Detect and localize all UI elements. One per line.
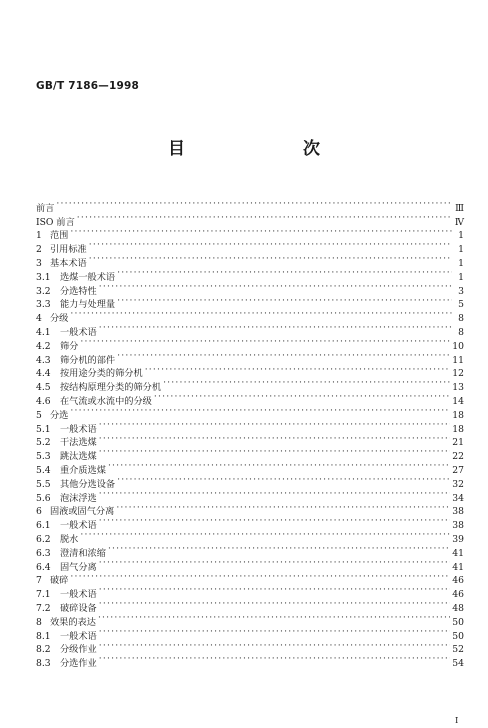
toc-entry-number: 6.1: [36, 520, 51, 532]
toc-entry-page: 46: [452, 589, 464, 601]
toc-entry-page: 50: [452, 630, 464, 642]
toc-entry-title: 一般术语: [60, 326, 97, 338]
dot-leader: [145, 363, 451, 377]
toc-entry-page: 21: [452, 437, 464, 449]
toc-entry-number: 5: [36, 409, 42, 421]
toc-entry-title: 固液或固气分离: [50, 506, 115, 518]
toc-entry-number: 4.1: [36, 326, 51, 338]
toc-entry-number: 4.2: [36, 340, 51, 352]
toc-entry-title: 破碎: [50, 575, 69, 587]
toc-entry-number: 5.6: [36, 492, 51, 504]
toc-entry-title: 脱水: [60, 533, 79, 545]
page-number: Ⅰ: [455, 716, 459, 726]
toc-entry-title: 澄清和浓缩: [60, 547, 106, 559]
dot-leader: [99, 445, 451, 459]
toc-entry-title: 筛分: [60, 340, 79, 352]
toc-entry[interactable]: [36, 225, 464, 242]
toc-entry-title: 效果的表达: [50, 616, 96, 628]
dot-leader: [99, 321, 452, 335]
toc-entry-title: 选煤一般术语: [60, 271, 116, 283]
toc-entry-page: 50: [452, 616, 464, 628]
toc-entry[interactable]: [36, 514, 464, 532]
toc-entry-title: 一般术语: [60, 589, 97, 601]
dot-leader: [117, 349, 450, 363]
toc-entry-title: 筛分机的部件: [60, 354, 116, 366]
toc-entry-number: 6.4: [36, 561, 51, 573]
toc-entry-title: 分选作业: [60, 658, 97, 670]
toc-entry-page: 18: [452, 409, 464, 421]
toc-entry[interactable]: [36, 335, 464, 352]
toc-entry[interactable]: [36, 597, 464, 614]
toc-entry[interactable]: [36, 528, 464, 545]
toc-entry-title: ISO 前言: [36, 216, 75, 228]
dot-leader: [108, 459, 450, 473]
standard-code: GB/T 7186—1998: [36, 80, 140, 92]
dot-leader: [99, 514, 451, 528]
toc-entry-page: 38: [452, 520, 464, 532]
toc-entry-title: 按结构原理分类的筛分机: [60, 382, 162, 394]
toc-entry-number: 8.3: [36, 658, 51, 670]
toc-entry[interactable]: [36, 418, 464, 435]
toc-entry-title: 泡沫浮选: [60, 492, 97, 504]
toc-entry-page: 1: [458, 257, 464, 269]
toc-entry[interactable]: [36, 432, 464, 449]
toc-entry-page: 41: [452, 547, 464, 559]
toc-entry[interactable]: [36, 238, 464, 256]
toc-entry-number: 4.3: [36, 354, 51, 366]
toc-entry[interactable]: [36, 611, 464, 628]
toc-entry-page: 52: [452, 644, 464, 656]
dot-leader: [116, 501, 450, 515]
toc-entry-page: Ⅳ: [454, 216, 464, 228]
toc-entry[interactable]: [36, 252, 464, 269]
toc-entry-number: 5.2: [36, 437, 51, 449]
dot-leader: [117, 266, 452, 280]
dot-leader: [99, 556, 451, 570]
toc-entry-title: 一般术语: [60, 423, 97, 435]
toc-entry-title: 引用标准: [50, 244, 87, 256]
toc-entry-page: 32: [452, 478, 464, 490]
toc-entry[interactable]: [36, 570, 464, 587]
dot-leader: [99, 652, 451, 666]
dot-leader: [99, 597, 451, 611]
toc-entry-title: 重介质选煤: [60, 464, 106, 476]
toc-entry-title: 能力与处理量: [60, 299, 116, 311]
toc-entry-page: 41: [452, 561, 464, 573]
toc-entry-page: 48: [452, 602, 464, 614]
dot-leader: [163, 376, 450, 390]
toc-entry-title: 在气流或水流中的分级: [60, 395, 152, 407]
toc-entry[interactable]: [36, 542, 464, 559]
toc-entry[interactable]: [36, 404, 464, 421]
dot-leader: [99, 625, 451, 639]
toc-entry-number: 5.1: [36, 423, 51, 435]
table-of-contents: [36, 197, 464, 670]
dot-leader: [70, 307, 452, 321]
toc-entry-title: 基本术语: [50, 257, 87, 269]
toc-entry-number: 1: [36, 230, 42, 242]
toc-entry[interactable]: [36, 639, 464, 656]
toc-entry-number: 8.2: [36, 644, 51, 656]
toc-entry-title: 分级作业: [60, 644, 97, 656]
toc-entry-title: 前言: [36, 202, 55, 214]
dot-leader: [70, 570, 450, 584]
toc-entry-number: 7: [36, 575, 42, 587]
dot-leader: [99, 418, 451, 432]
toc-entry[interactable]: [36, 321, 464, 338]
toc-entry-page: 1: [458, 271, 464, 283]
dot-leader: [70, 404, 450, 418]
toc-entry[interactable]: [36, 349, 464, 366]
dot-leader: [89, 252, 452, 266]
toc-entry[interactable]: [36, 445, 464, 463]
toc-entry-page: 5: [458, 299, 464, 311]
dot-leader: [89, 238, 452, 252]
toc-entry-number: 6.3: [36, 547, 51, 559]
toc-entry-page: 1: [458, 244, 464, 256]
toc-entry-number: 6: [36, 506, 42, 518]
toc-entry-number: 7.2: [36, 602, 51, 614]
toc-entry-number: 3.3: [36, 299, 51, 311]
toc-entry-number: 5.5: [36, 478, 51, 490]
toc-entry-title: 分选: [50, 409, 69, 421]
toc-entry-title: 一般术语: [60, 520, 97, 532]
toc-entry-page: 12: [452, 368, 464, 380]
toc-entry-title: 范围: [50, 230, 69, 242]
toc-entry-page: 34: [452, 492, 464, 504]
toc-entry[interactable]: [36, 501, 464, 518]
dot-leader: [99, 487, 451, 501]
dot-leader: [99, 639, 451, 653]
dot-leader: [80, 528, 450, 542]
toc-entry-page: 13: [452, 382, 464, 394]
toc-entry-number: 8: [36, 616, 42, 628]
toc-entry[interactable]: [36, 197, 464, 214]
toc-heading: 目 次: [168, 139, 348, 159]
dot-leader: [117, 294, 452, 308]
toc-entry[interactable]: [36, 487, 464, 504]
toc-entry[interactable]: [36, 266, 464, 283]
toc-entry-page: 3: [458, 285, 464, 297]
dot-leader: [77, 211, 452, 225]
toc-entry[interactable]: [36, 307, 464, 325]
toc-entry[interactable]: [36, 583, 464, 601]
toc-entry-number: 3.1: [36, 271, 51, 283]
toc-entry-number: 4.4: [36, 368, 51, 380]
toc-entry-title: 分选特性: [60, 285, 97, 297]
dot-leader: [99, 432, 451, 446]
dot-leader: [117, 473, 450, 487]
toc-entry-title: 破碎设备: [60, 602, 97, 614]
dot-leader: [108, 542, 450, 556]
toc-entry-number: 3.2: [36, 285, 51, 297]
dot-leader: [70, 225, 452, 239]
dot-leader: [80, 335, 450, 349]
toc-entry-title: 按用途分类的筛分机: [60, 368, 143, 380]
toc-entry-page: Ⅲ: [455, 202, 464, 214]
toc-entry-number: 2: [36, 244, 42, 256]
toc-entry[interactable]: [36, 625, 464, 642]
toc-entry-page: 1: [458, 230, 464, 242]
toc-entry-page: 39: [452, 533, 464, 545]
toc-entry-number: 7.1: [36, 589, 51, 601]
toc-entry-page: 8: [458, 313, 464, 325]
toc-entry-page: 18: [452, 423, 464, 435]
toc-entry-title: 跳汰选煤: [60, 451, 97, 463]
toc-entry-page: 10: [452, 340, 464, 352]
toc-entry-page: 14: [452, 395, 464, 407]
toc-entry-title: 一般术语: [60, 630, 97, 642]
dot-leader: [99, 280, 452, 294]
toc-entry-number: 3: [36, 257, 42, 269]
toc-entry-page: 27: [452, 464, 464, 476]
toc-entry[interactable]: [36, 556, 464, 573]
toc-entry-page: 22: [452, 451, 464, 463]
toc-entry[interactable]: [36, 652, 464, 670]
dot-leader: [56, 197, 452, 211]
toc-entry-page: 46: [452, 575, 464, 587]
toc-entry-page: 38: [452, 506, 464, 518]
toc-entry[interactable]: [36, 459, 464, 476]
toc-entry[interactable]: [36, 294, 464, 311]
toc-entry[interactable]: [36, 280, 464, 297]
dot-leader: [99, 583, 451, 597]
toc-entry[interactable]: [36, 211, 464, 228]
toc-entry-number: 5.3: [36, 451, 51, 463]
toc-entry-number: 4.6: [36, 395, 51, 407]
toc-entry-page: 11: [452, 354, 464, 366]
toc-entry-title: 干法选煤: [60, 437, 97, 449]
toc-entry-title: 其他分选设备: [60, 478, 116, 490]
toc-entry-number: 4.5: [36, 382, 51, 394]
toc-entry-number: 8.1: [36, 630, 51, 642]
toc-entry-title: 固气分离: [60, 561, 97, 573]
dot-leader: [154, 390, 450, 404]
toc-entry-number: 4: [36, 313, 42, 325]
toc-entry-page: 8: [458, 326, 464, 338]
toc-entry-page: 54: [452, 658, 464, 670]
toc-entry-number: 6.2: [36, 533, 51, 545]
toc-entry-number: 5.4: [36, 464, 51, 476]
dot-leader: [98, 611, 450, 625]
toc-entry-title: 分级: [50, 313, 69, 325]
